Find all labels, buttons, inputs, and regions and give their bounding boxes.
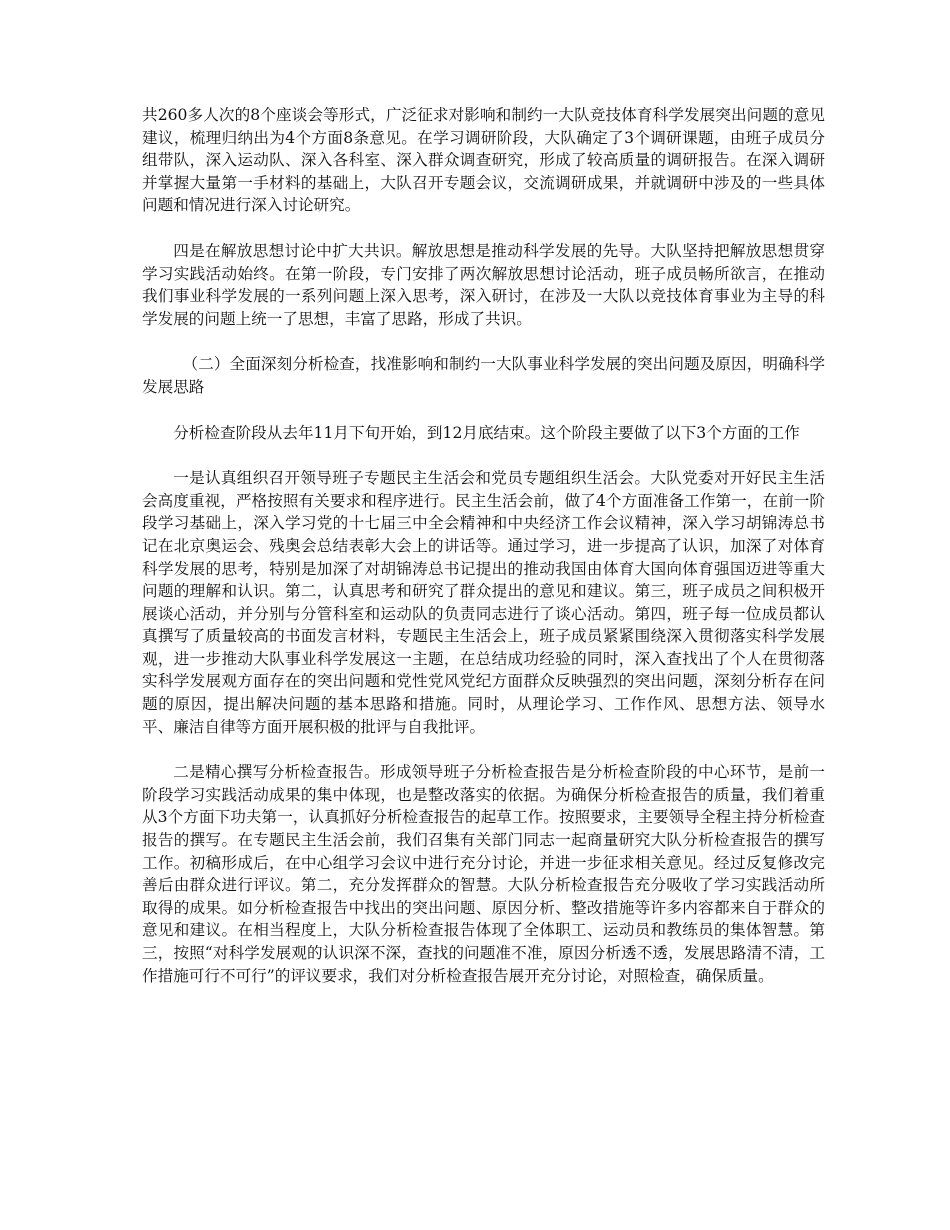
document-page [142, 104, 825, 1010]
paragraph-analysis-report: 二是精心撰写分析检查报告。形成领导班子分析检查报告是分析检查阶段的中心环节，是前一阶段学习实践活动成果的集中体现，也是整改落实的依据。为确保分析检查报告的质量，我们着重从3个方面下功夫第一，认真抓好分析检查报告的起草工作。按照要求，主要领导全程主持分析检查报告的撰写。在专题民主生活会前，我们召集有关部门同志一起商量研究大队分析检查报告的撰写工作。初稿形成后，在中心组学习会议中进行充分讨论，并进一步征求相关意见。经过反复修改完善后由群众进行评议。第二，充分发挥群众的智慧。大队分析检查报告充分吸收了学习实践活动所取得的成果。如分析检查报告中找出的突出问题、原因分析、整改措施等许多内容都来自于群众的意见和建议。在相当程度上，大队分析检查报告体现了全体职工、运动员和教练员的集体智慧。第三，按照“对科学发展观的认识深不深，查找的问题准不准，原因分析透不透，发展思路清不清，工作措施可行不可行”的评议要求，我们对分析检查报告展开充分讨论，对照检查，确保质量。 [142, 763, 825, 985]
paragraph-analysis-stage: 分析检查阶段从去年11月下旬开始，到12月底结束。这个阶段主要做了以下3个方面的工作 [173, 423, 800, 442]
section-heading-analysis: （二）全面深刻分析检查，找准影响和制约一大队事业科学发展的突出问题及原因，明确科学发展思路 [142, 355, 825, 396]
paragraph-emancipating-mind: 四是在解放思想讨论中扩大共识。解放思想是推动科学发展的先导。大队坚持把解放思想贯穿学习实践活动始终。在第一阶段，专门安排了两次解放思想讨论活动，班子成员畅所欲言，在推动我们事业科学发展的一系列问题上深入思考，深入研讨，在涉及一大队以竞技体育事业为主导的科学发展的问题上统一了思想，丰富了思路，形成了共识。 [142, 241, 825, 328]
paragraph-democratic-life-meeting: 一是认真组织召开领导班子专题民主生活会和党员专题组织生活会。大队党委对开好民主生活会高度重视，严格按照有关要求和程序进行。民主生活会前，做了4个方面准备工作第一，在前一阶段学习基础上，深入学习党的十七届三中全会精神和中央经济工作会议精神，深入学习胡锦涛总书记在北京奥运会、残奥会总结表彰大会上的讲话等。通过学习，进一步提高了认识，加深了对体育科学发展的思考，特别是加深了对胡锦涛总书记提出的推动我国由体育大国向体育强国迈进等重大问题的理解和认识。第二，认真思考和研究了群众提出的意见和建议。第三，班子成员之间积极开展谈心活动，并分别与分管科室和运动队的负责同志进行了谈心活动。第四，班子每一位成员都认真撰写了质量较高的书面发言材料，专题民主生活会上，班子成员紧紧围绕深入贯彻落实科学发展观，进一步推动大队事业科学发展这一主题，在总结成功经验的同时，深入查找出了个人在贯彻落实科学发展观方面存在的突出问题和党性党风党纪方面群众反映强烈的突出问题，深刻分析存在问题的原因，提出解决问题的基本思路和措施。同时，从理论学习、工作作风、思想方法、领导水平、廉洁自律等方面开展积极的批评与自我批评。 [142, 469, 825, 736]
paragraph-seminar-survey: 共260多人次的8个座谈会等形式，广泛征求对影响和制约一大队竞技体育科学发展突出问题的意见建议，梳理归纳出为4个方面8条意见。在学习调研阶段，大队确定了3个调研课题，由班子成员分组带队，深入运动队、深入各科室、深入群众调查研究，形成了较高质量的调研报告。在深入调研并掌握大量第一手材料的基础上，大队召开专题会议，交流调研成果，并就调研中涉及的一些具体问题和情况进行深入讨论研究。 [142, 106, 825, 215]
